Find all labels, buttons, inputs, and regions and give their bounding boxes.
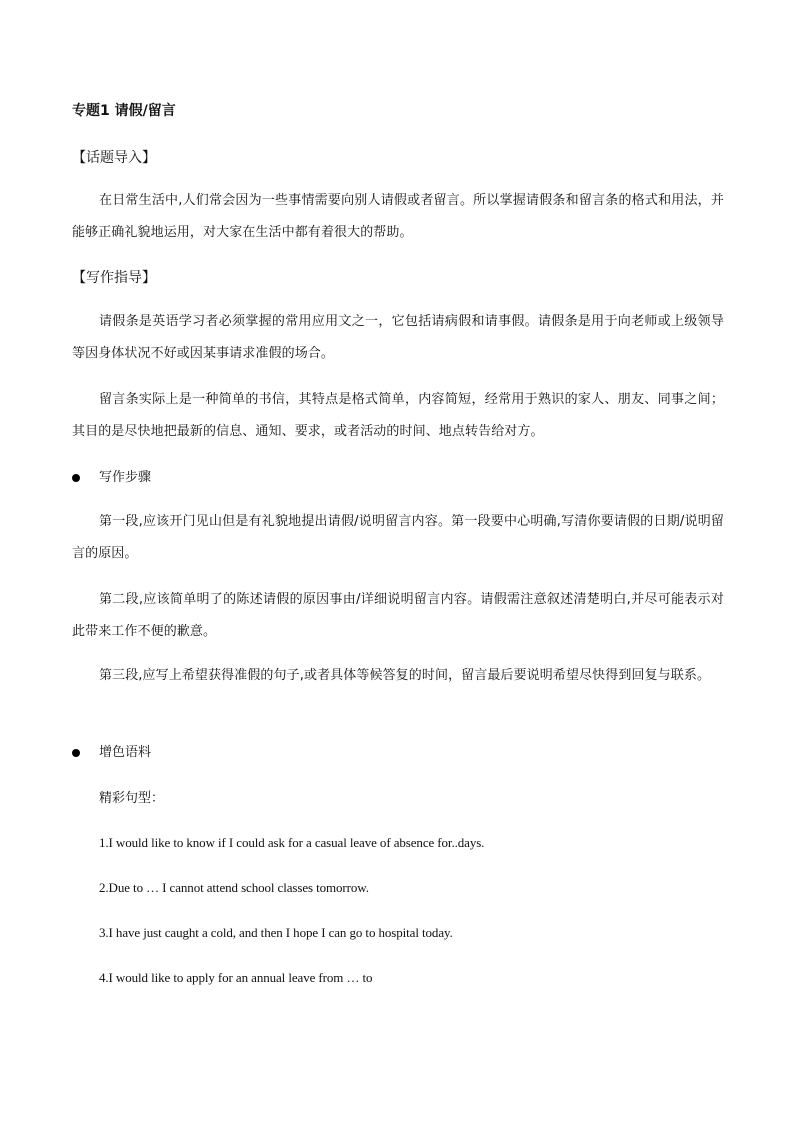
sentence-pattern-4: 4.I would like to apply for an annual leave from … to (99, 970, 373, 985)
enrich-language-label: 增色语料 (99, 745, 152, 760)
writing-step-paragraph-3: 第三段,应写上希望获得准假的句子,或者具体等候答复的时间，留言最后要说明希望尽快得到回复与联系。 (99, 668, 711, 683)
writing-guide-paragraph-1: 请假条是英语学习者必须掌握的常用应用文之一，它包括请病假和请事假。请假条是用于向老师或上级领导等因身体状况不好或因某事请求准假的场合。 (72, 314, 724, 361)
sentence-pattern-2: 2.Due to … I cannot attend school classes tomorrow. (99, 880, 369, 895)
writing-guide-paragraph-2: 留言条实际上是一种简单的书信，其特点是格式简单，内容简短，经常用于熟识的家人、朋友、同事之间；其目的是尽快地把最新的信息、通知、要求，或者活动的时间、地点转告给对方。 (72, 392, 724, 439)
topic-intro-paragraph: 在日常生活中,人们常会因为一些事情需要向别人请假或者留言。所以掌握请假条和留言条的格式和用法，并能够正确礼貌地运用，对大家在生活中都有着很大的帮助。 (72, 193, 724, 240)
bullet-dot-icon (72, 474, 80, 482)
sentence-pattern-1: 1.I would like to know if I could ask for a casual leave of absence for..days. (99, 835, 485, 850)
topic-intro-heading: 【话题导入】 (72, 150, 156, 166)
sentence-patterns-label: 精彩句型： (99, 791, 165, 806)
writing-step-paragraph-2: 第二段,应该简单明了的陈述请假的原因事由/详细说明留言内容。请假需注意叙述清楚明白,并尽可能表示对此带来工作不便的歉意。 (72, 592, 724, 639)
sentence-pattern-3: 3.I have just caught a cold, and then I hope I can go to hospital today. (99, 925, 453, 940)
page-title: 专题1 请假/留言 (72, 103, 176, 119)
enrich-language-bullet (72, 743, 151, 763)
bullet-dot-icon (72, 749, 80, 757)
writing-guide-heading: 【写作指导】 (72, 270, 156, 286)
writing-step-paragraph-1: 第一段,应该开门见山但是有礼貌地提出请假/说明留言内容。第一段要中心明确,写清你要请假的日期/说明留言的原因。 (72, 514, 724, 561)
writing-steps-bullet (72, 468, 151, 488)
writing-steps-label: 写作步骤 (99, 470, 152, 485)
